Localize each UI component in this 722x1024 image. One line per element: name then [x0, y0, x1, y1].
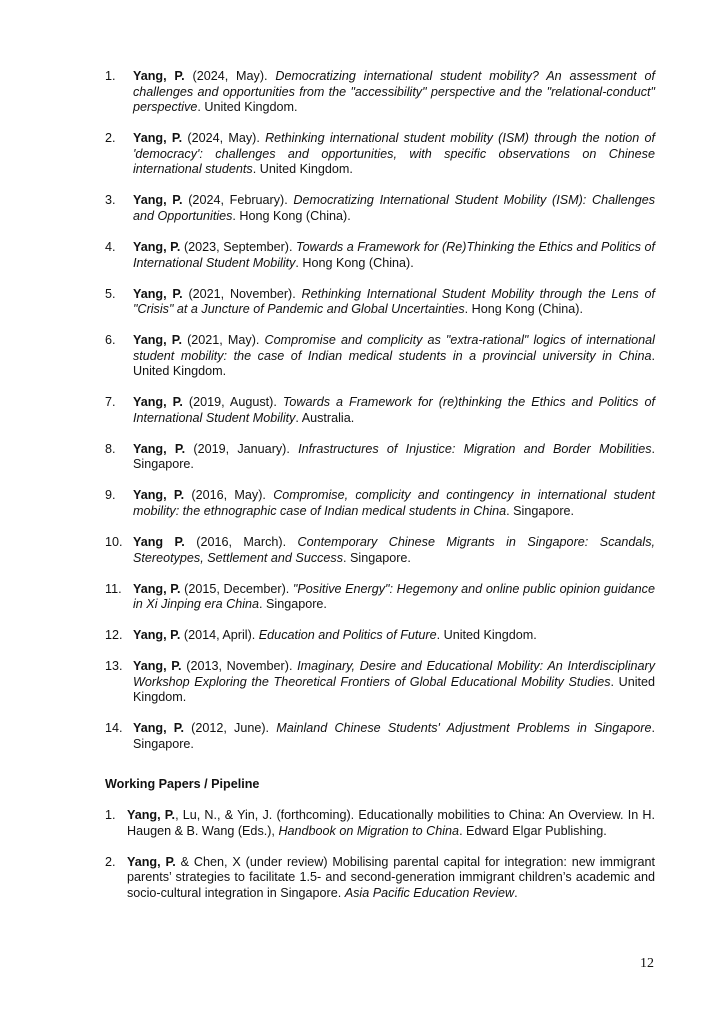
list-item — [105, 628, 655, 644]
item-number: 3. — [105, 193, 116, 208]
list-item — [105, 808, 655, 839]
item-author: Yang, P. — [133, 131, 183, 146]
list-item — [105, 333, 655, 380]
item-venue: Handbook on Migration to China — [278, 823, 460, 838]
list-item — [105, 582, 655, 613]
item-title: "Positive Energy": Hegemony and online public opinion guidance in Xi Jinping era China — [133, 581, 655, 612]
list-item — [105, 721, 655, 752]
item-venue: Asia Pacific Education Review — [344, 885, 515, 900]
item-location: . United Kingdom. — [133, 674, 656, 705]
item-location: . Singapore. — [133, 441, 656, 472]
item-location: . United Kingdom. — [133, 348, 655, 379]
item-location: . United Kingdom. — [197, 100, 298, 115]
list-item — [105, 193, 655, 224]
working-papers-list — [105, 808, 655, 917]
item-author: Yang, P. — [133, 286, 183, 301]
item-citation: & Chen, X (under review) Mobilising parental capital for integration: new immigrant parents’ strategies to facilitate 1.5- and second-generation immigrant children’s academic and socio-cultural integration in Singapore. — [127, 854, 655, 900]
item-title: Compromise and complicity as "extra-rational" logics of international student mobility: the case of Indian medical students in a provincial university in China — [133, 333, 655, 363]
item-number: 5. — [105, 286, 116, 301]
item-location: . Australia. — [295, 410, 355, 425]
item-date: (2023, September). — [180, 239, 297, 254]
item-location: . United Kingdom. — [436, 628, 537, 643]
item-date: (2013, November). — [181, 659, 298, 674]
item-author: Yang, P. — [133, 581, 181, 596]
item-author: Yang, P. — [133, 239, 181, 254]
item-date: (2019, August). — [182, 395, 283, 410]
item-author: Yang, P. — [133, 721, 185, 736]
list-item — [105, 131, 655, 178]
list-item — [105, 659, 655, 706]
list-item — [105, 488, 655, 519]
item-number: 4. — [105, 239, 116, 254]
item-title: Rethinking international student mobility (ISM) through the notion of 'democracy': challenges and opportunities, with specific observations on Chinese international students — [133, 131, 655, 177]
item-date: (2012, June). — [184, 721, 277, 736]
item-location: . Singapore. — [133, 721, 655, 751]
item-number: 2. — [105, 854, 116, 869]
item-title: Infrastructures of Injustice: Migration and Border Mobilities — [298, 441, 652, 456]
page-number: 12 — [640, 956, 654, 971]
item-location: . United Kingdom. — [252, 162, 353, 177]
list-item — [105, 287, 655, 318]
item-number: 10. — [105, 534, 123, 549]
item-date: (2024, May). — [184, 69, 276, 83]
item-date: (2015, December). — [180, 581, 293, 596]
item-date: (2016, May). — [184, 488, 274, 503]
item-date: (2019, January). — [185, 441, 299, 456]
item-location: . Singapore. — [343, 550, 411, 565]
item-number: 2. — [105, 131, 116, 146]
item-title: Rethinking International Student Mobility through the Lens of "Crisis" at a Juncture of Pandemic and Global Uncertainties — [133, 286, 655, 317]
list-item — [105, 395, 655, 426]
item-location: . Singapore. — [259, 597, 327, 612]
item-number: 9. — [105, 488, 116, 503]
item-number: 6. — [105, 333, 116, 348]
item-date: (2024, February). — [182, 193, 294, 208]
item-author: Yang, P. — [133, 333, 182, 348]
item-location: . Hong Kong (China). — [295, 255, 414, 270]
item-author: Yang, P. — [133, 193, 183, 208]
item-citation-end: . — [514, 885, 518, 900]
item-title: Imaginary, Desire and Educational Mobility: An Interdisciplinary Workshop Exploring the Theoretical Frontiers of Global Educational Mobility Studies — [133, 659, 655, 689]
list-item — [105, 535, 655, 566]
item-author: Yang P. — [133, 534, 185, 549]
item-author: Yang, P. — [133, 441, 186, 456]
item-date: (2016, March). — [184, 534, 298, 549]
item-date: (2021, November). — [182, 286, 302, 301]
item-number: 8. — [105, 441, 116, 456]
item-number: 12. — [105, 628, 123, 643]
item-date: (2021, May). — [181, 333, 265, 348]
item-author: Yang, P. — [133, 395, 183, 410]
item-number: 1. — [105, 808, 116, 822]
item-title: Contemporary Chinese Migrants in Singapore: Scandals, Stereotypes, Settlement and Success — [133, 534, 656, 565]
item-author: Yang, P. — [133, 628, 181, 643]
item-author: Yang, P. — [127, 854, 176, 869]
item-number: 7. — [105, 395, 116, 410]
item-title: Democratizing international student mobility? An assessment of challenges and opportunities from the "accessibility" perspective and the "relational-conduct" perspective — [133, 69, 655, 115]
item-date: (2024, May). — [182, 131, 266, 146]
list-item — [105, 442, 655, 473]
item-location: . Hong Kong (China). — [232, 208, 351, 223]
item-citation: , Lu, N., & Yin, J. (forthcoming). Educationally mobilities to China: An Overview. In H. Haugen & B. Wang (Eds.), — [127, 808, 655, 838]
item-title: Compromise, complicity and contingency in international student mobility: the ethnographic case of Indian medical students in China — [133, 488, 655, 518]
item-citation-end: . Edward Elgar Publishing. — [459, 823, 607, 838]
section-heading-working-papers: Working Papers / Pipeline — [105, 777, 260, 791]
item-number: 13. — [105, 659, 123, 674]
item-number: 14. — [105, 721, 123, 736]
item-author: Yang, P. — [133, 69, 185, 83]
item-date: (2014, April). — [180, 628, 259, 643]
item-title: Towards a Framework for (re)thinking the Ethics and Politics of International Student Mobility — [133, 395, 655, 425]
item-number: 11. — [105, 581, 122, 596]
item-location: . Hong Kong (China). — [464, 302, 583, 317]
conference-presentations-list — [105, 69, 655, 768]
item-author: Yang, P. — [133, 488, 185, 503]
list-item — [105, 69, 655, 116]
item-location: . Singapore. — [506, 504, 575, 518]
list-item — [105, 240, 655, 271]
item-title: Mainland Chinese Students' Adjustment Problems in Singapore — [276, 721, 652, 736]
item-title: Education and Politics of Future — [258, 628, 437, 643]
item-title: Towards a Framework for (Re)Thinking the Ethics and Politics of International Student Mobility — [133, 239, 655, 270]
item-author: Yang, P. — [127, 808, 176, 822]
item-title: Democratizing International Student Mobility (ISM): Challenges and Opportunities — [133, 193, 655, 223]
item-author: Yang, P. — [133, 659, 182, 674]
list-item — [105, 855, 655, 902]
item-number: 1. — [105, 69, 116, 83]
